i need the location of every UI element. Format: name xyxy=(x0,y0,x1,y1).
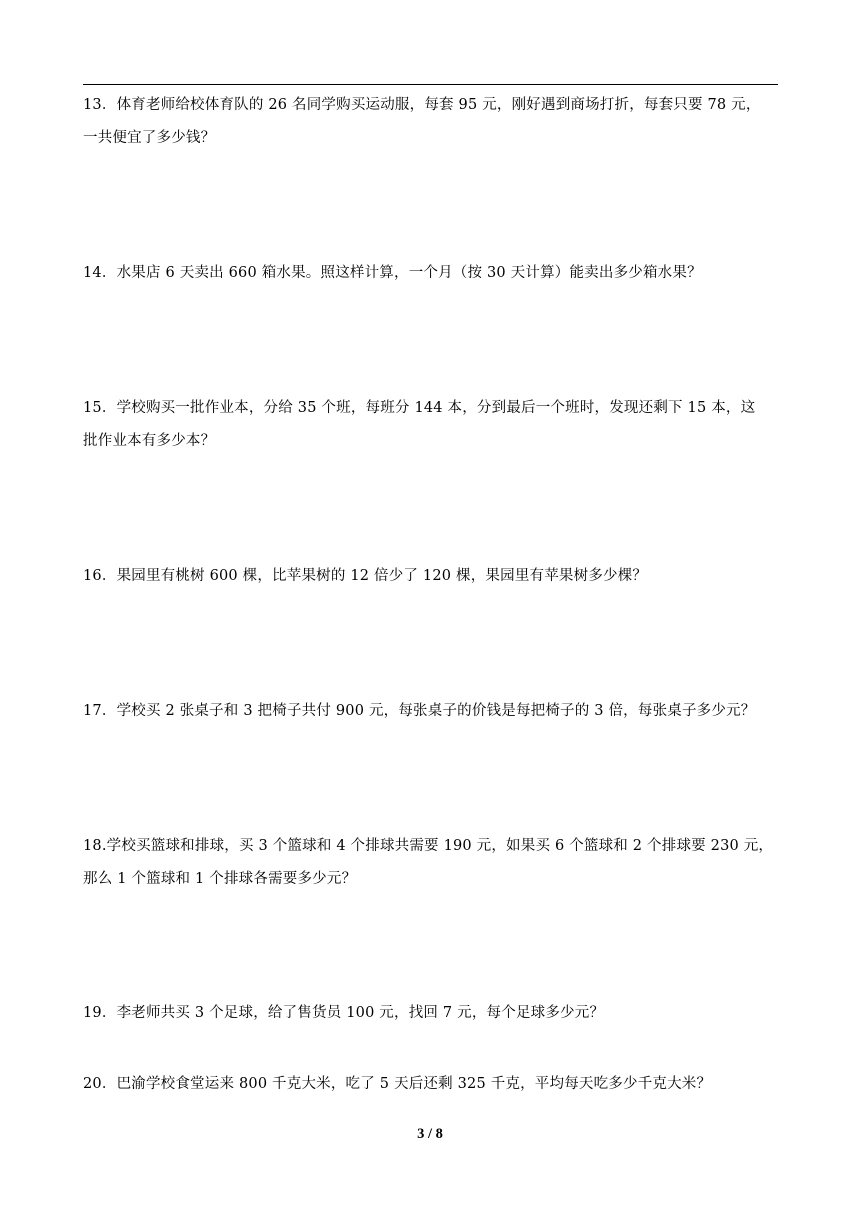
question-19-number: 19． xyxy=(83,1005,117,1021)
question-17-number: 17． xyxy=(83,703,117,719)
question-15-number: 15． xyxy=(83,400,117,416)
question-16-line-1: 16．果园里有桃树 600 棵，比苹果树的 12 倍少了 120 棵，果园里有苹果树多少棵？ xyxy=(83,568,648,584)
header-rule xyxy=(83,84,778,85)
question-14-number: 14． xyxy=(83,265,117,281)
question-13-number: 13． xyxy=(83,97,117,113)
question-18-line-2: 那么 1 个篮球和 1 个排球各需要多少元？ xyxy=(83,871,357,887)
question-15-line-1: 15．学校购买一批作业本，分给 35 个班，每班分 144 本，分到最后一个班时，发现还剩下 15 本，这 xyxy=(83,400,756,416)
question-17-line-1: 17．学校买 2 张桌子和 3 把椅子共付 900 元，每张桌子的价钱是每把椅子的 3 倍，每张桌子多少元？ xyxy=(83,703,756,719)
question-20-number: 20． xyxy=(83,1076,117,1092)
question-14-line-1: 14．水果店 6 天卖出 660 箱水果。照这样计算，一个月（按 30 天计算）能卖出多少箱水果？ xyxy=(83,265,702,281)
question-18-number: 18. xyxy=(83,838,107,854)
page-number: 3 / 8 xyxy=(417,1126,443,1142)
question-19-line-1: 19．李老师共买 3 个足球，给了售货员 100 元，找回 7 元，每个足球多少元？ xyxy=(83,1005,605,1021)
question-15-line-2: 批作业本有多少本？ xyxy=(83,433,216,449)
question-13-line-1: 13．体育老师给校体育队的 26 名同学购买运动服，每套 95 元，刚好遇到商场打折，每套只要 78 元， xyxy=(83,97,761,113)
question-18-line-1: 18.学校买篮球和排球，买 3 个篮球和 4 个排球共需要 190 元，如果买 6 个篮球和 2 个排球要 230 元， xyxy=(83,838,774,854)
question-16-number: 16． xyxy=(83,568,117,584)
question-13-line-2: 一共便宜了多少钱？ xyxy=(83,130,216,146)
question-20-line-1: 20．巴渝学校食堂运来 800 千克大米，吃了 5 天后还剩 325 千克，平均每天吃多少千克大米？ xyxy=(83,1076,712,1092)
